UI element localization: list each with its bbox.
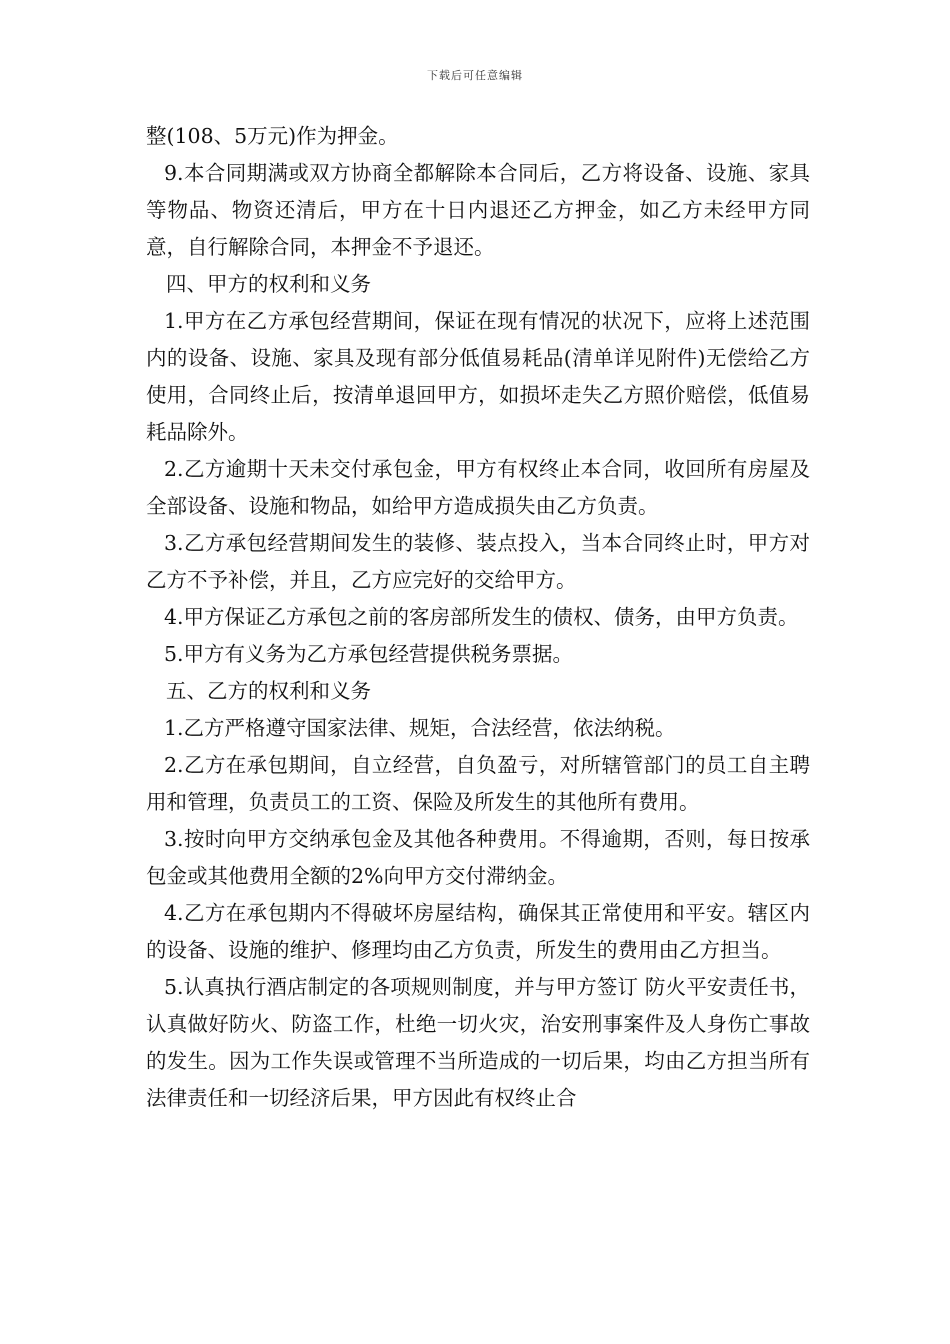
- page-header: 下载后可任意编辑: [427, 69, 523, 82]
- section-heading: 四、甲方的权利和义务: [166, 272, 371, 296]
- clause-item: 3.按时向甲方交纳承包金及其他各种费用。不得逾期，否则，每日按承包金或其他费用全额的2%向甲方交付滞纳金。: [146, 827, 810, 888]
- paragraph-continuation: 整(108、5万元)作为押金。: [146, 124, 399, 148]
- document-body: [146, 118, 810, 1117]
- clause-item: 4.乙方在承包期内不得破坏房屋结构，确保其正常使用和平安。辖区内的设备、设施的维护、修理均由乙方负责，所发生的费用由乙方担当。: [146, 901, 810, 962]
- clause-item: 9.本合同期满或双方协商全都解除本合同后，乙方将设备、设施、家具等物品、物资还清后，甲方在十日内退还乙方押金，如乙方未经甲方同意，自行解除合同，本押金不予退还。: [146, 161, 810, 259]
- clause-item: 2.乙方逾期十天未交付承包金，甲方有权终止本合同，收回所有房屋及全部设备、设施和物品，如给甲方造成损失由乙方负责。: [146, 457, 810, 518]
- clause-item: 1.乙方严格遵守国家法律、规矩，合法经营，依法纳税。: [164, 716, 676, 740]
- clause-item: 4.甲方保证乙方承包之前的客房部所发生的债权、债务，由甲方负责。: [164, 605, 799, 629]
- clause-item: 5.甲方有义务为乙方承包经营提供税务票据。: [164, 642, 574, 666]
- clause-item: 2.乙方在承包期间，自立经营，自负盈亏，对所辖管部门的员工自主聘用和管理，负责员工的工资、保险及所发生的其他所有费用。: [146, 753, 810, 814]
- section-heading: 五、乙方的权利和义务: [166, 679, 371, 703]
- clause-item: 5.认真执行酒店制定的各项规则制度，并与甲方签订 防火平安责任书，认真做好防火、防盗工作，杜绝一切火灾，治安刑事案件及人身伤亡事故的发生。因为工作失误或管理不当所造成的一切后果，均由乙方担当所有法律责任和一切经济后果，甲方因此有权终止合: [146, 975, 810, 1110]
- clause-item: 1.甲方在乙方承包经营期间，保证在现有情况的状况下，应将上述范围内的设备、设施、家具及现有部分低值易耗品(清单详见附件)无偿给乙方使用，合同终止后，按清单退回甲方，如损坏走失乙方照价赔偿，低值易耗品除外。: [146, 309, 810, 444]
- clause-item: 3.乙方承包经营期间发生的装修、装点投入，当本合同终止时，甲方对乙方不予补偿，并且，乙方应完好的交给甲方。: [146, 531, 810, 592]
